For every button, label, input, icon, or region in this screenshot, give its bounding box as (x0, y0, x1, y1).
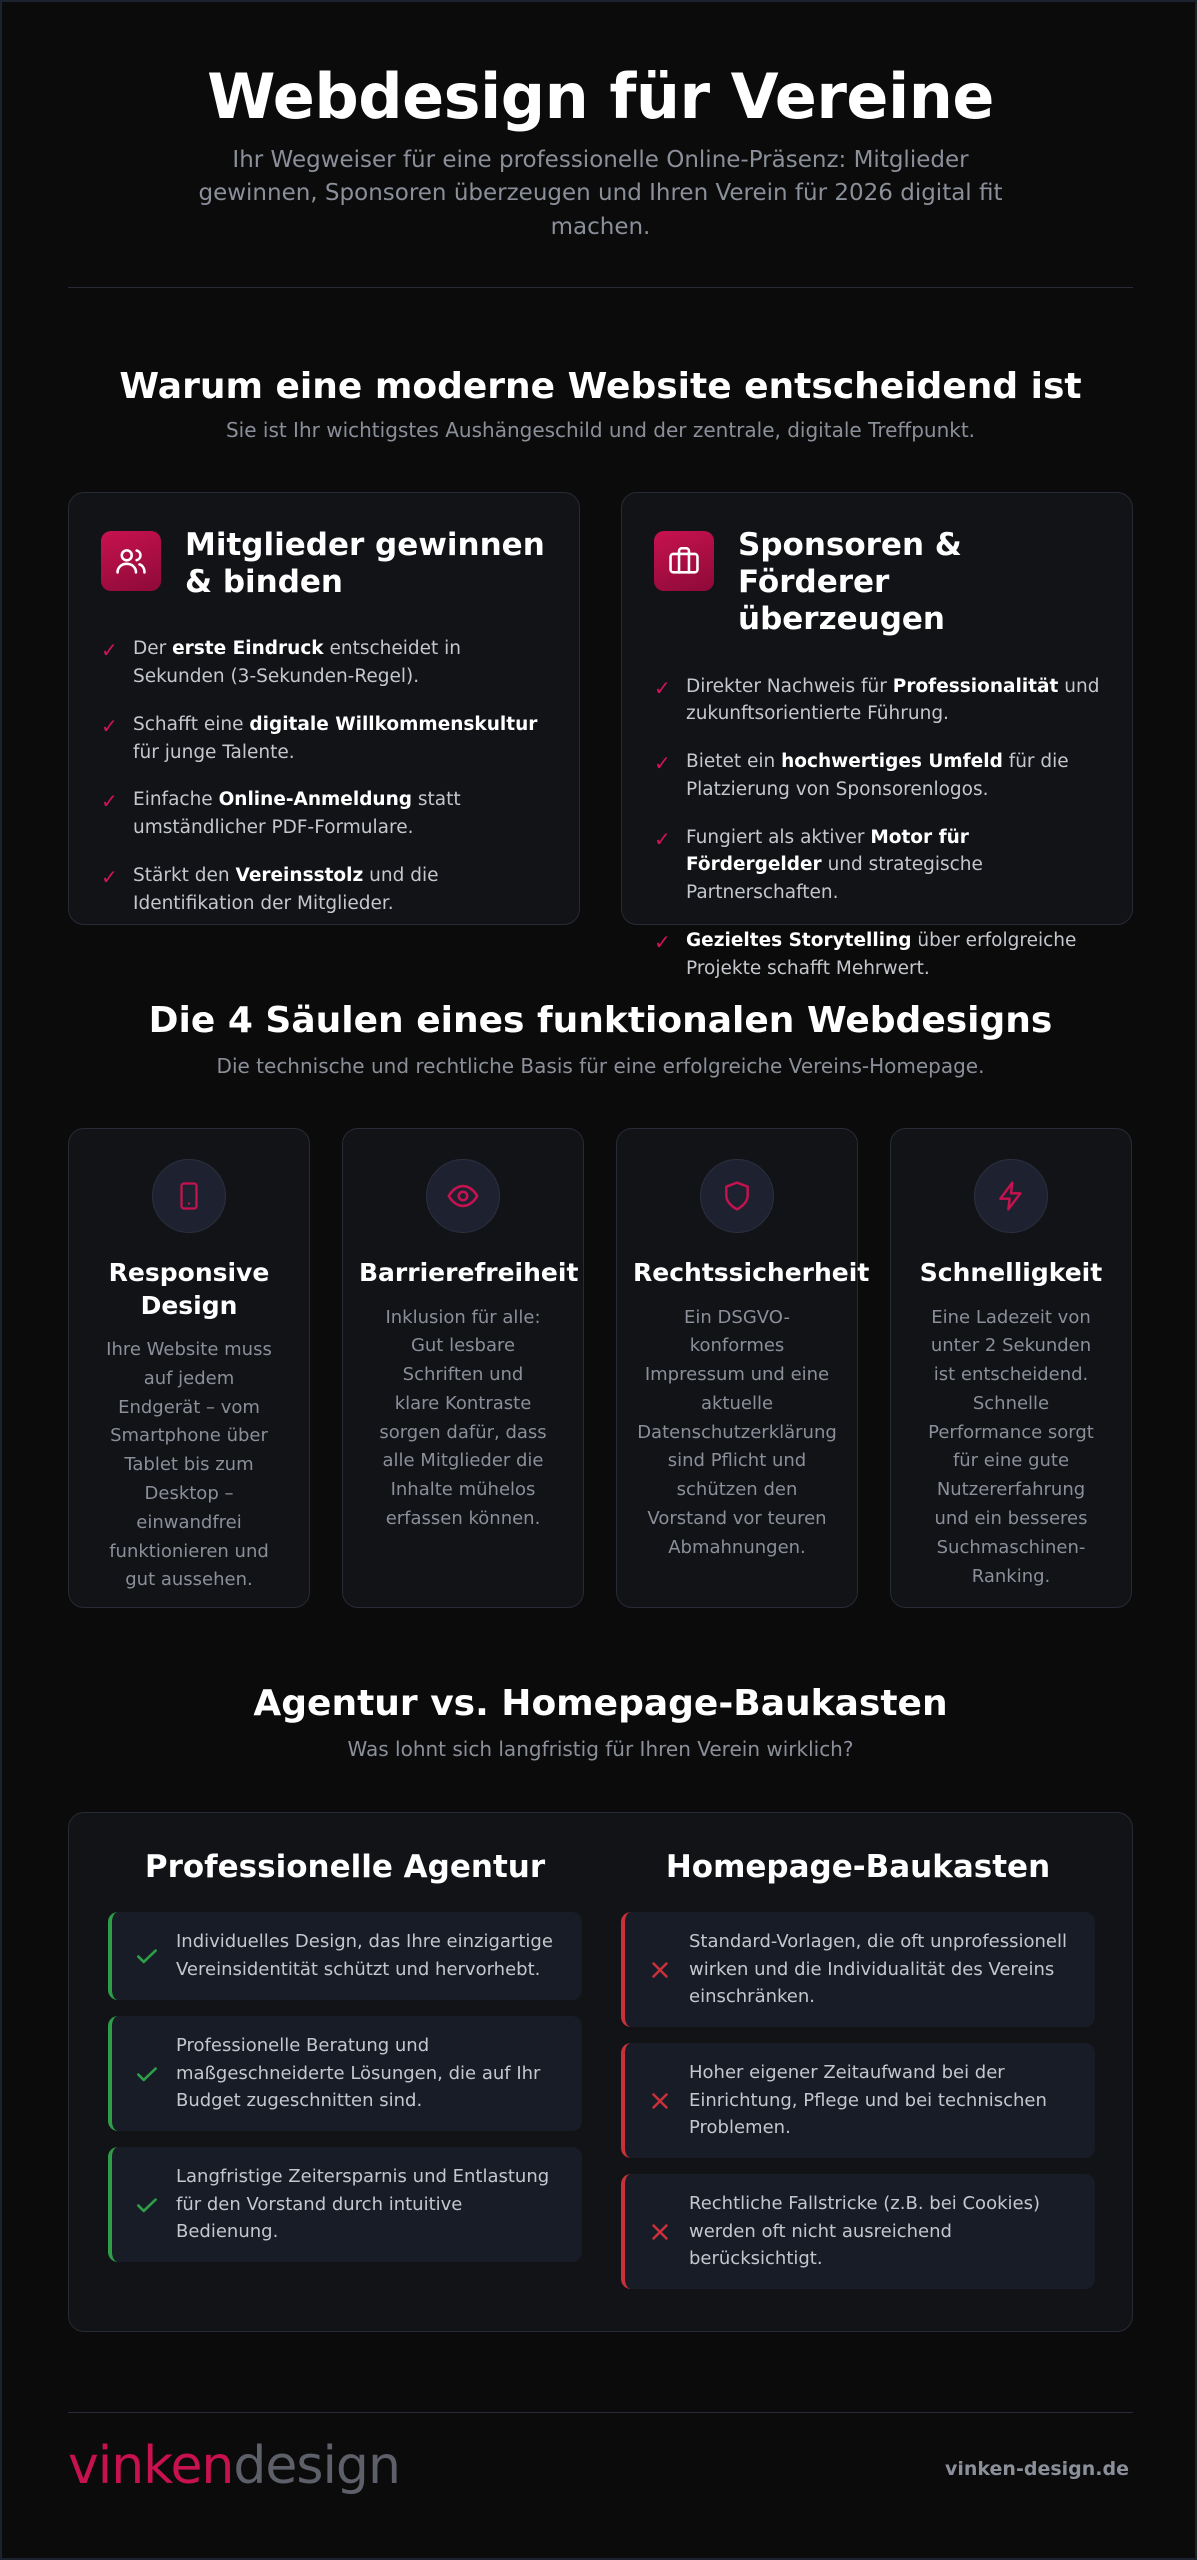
x-icon (647, 1957, 673, 1983)
check-icon: ✓ (654, 751, 671, 776)
agency-pro-item: Professionelle Beratung und maßgeschneiderte Lösungen, die auf Ihr Budget zugeschnitten sind. (108, 2016, 582, 2131)
builder-con-item: Standard-Vorlagen, die oft unprofessionell wirken und die Individualität des Vereins einschränken. (621, 1912, 1095, 2027)
pillar-text: Inklusion für alle: Gut lesbare Schriften und klare Kontraste sorgen dafür, dass alle Mitglieder die Inhalte mühelos erfassen können. (379, 1306, 547, 1530)
list-item: ✓ Bietet ein hochwertiges Umfeld für die Platzierung von Sponsorenlogos. (654, 748, 1100, 804)
pillar-card-speed (890, 1128, 1132, 1608)
benefit-card-title: Mitglieder gewinnen & binden (185, 527, 545, 601)
list-item: ✓ Fungiert als aktiver Motor für Fördergelder und strategische Partnerschaften. (654, 824, 1100, 907)
smartphone-icon (152, 1159, 226, 1233)
pillar-card-responsive (68, 1128, 310, 1608)
users-icon (101, 531, 161, 591)
builder-column-title: Homepage-Baukasten (665, 1849, 1051, 1885)
pillar-title: Schnelligkeit (919, 1258, 1103, 1287)
check-icon: ✓ (654, 675, 671, 700)
builder-con-item: Hoher eigener Zeitaufwand bei der Einrichtung, Pflege und bei technischen Problemen. (621, 2043, 1095, 2158)
list-item: ✓ Einfache Online-Anmeldung statt umständlicher PDF-Formulare. (101, 786, 547, 842)
list-item: ✓ Direkter Nachweis für Professionalität und zukunftsorientierte Führung. (654, 673, 1100, 729)
x-icon (647, 2219, 673, 2245)
pillar-card-legal (616, 1128, 870, 1608)
pillar-title: Barrierefreiheit (359, 1258, 579, 1287)
eye-icon (426, 1159, 500, 1233)
builder-con-item: Rechtliche Fallstricke (z.B. bei Cookies) werden oft nicht ausreichend berücksichtigt. (621, 2174, 1095, 2289)
briefcase-icon (654, 531, 714, 591)
benefit-list (654, 673, 1100, 983)
pillars-section-subtitle: Die technische und rechtliche Basis für eine erfolgreiche Vereins-Homepage. (216, 1054, 985, 1078)
check-icon: ✓ (101, 864, 118, 889)
brand-logo[interactable]: vinkendesign (68, 2436, 400, 2496)
benefit-card-title: Sponsoren & Förderer überzeugen (738, 527, 962, 638)
agency-pro-item: Langfristige Zeitersparnis und Entlastung für den Vorstand durch intuitive Bedienung. (108, 2147, 582, 2262)
pillar-text: Ein DSGVO-konformes Impressum und eine aktuelle Datenschutzerklärung sind Pflicht und schützen den Vorstand vor teuren Abmahnungen. (637, 1306, 837, 1558)
list-item: ✓ Stärkt den Vereinsstolz und die Identifikation der Mitglieder. (101, 862, 547, 918)
page-title: Webdesign für Vereine (207, 60, 994, 133)
check-icon: ✓ (654, 929, 671, 954)
pillar-text: Eine Ladezeit von unter 2 Sekunden ist entscheidend. Schnelle Performance sorgt für eine gute Nutzererfahrung und ein besseres Suchmaschinen-Ranking. (928, 1306, 1094, 1587)
pillars-section-title: Die 4 Säulen eines funktionalen Webdesigns (148, 1000, 1053, 1041)
check-icon: ✓ (101, 638, 118, 663)
list-item: ✓ Gezieltes Storytelling über erfolgreiche Projekte schafft Mehrwert. (654, 927, 1100, 983)
list-item: ✓ Der erste Eindruck entscheidet in Sekunden (3-Sekunden-Regel). (101, 635, 547, 691)
compare-card (68, 1812, 1133, 2332)
list-item: ✓ Schafft eine digitale Willkommenskultur für junge Talente. (101, 711, 547, 767)
x-icon (647, 2088, 673, 2114)
agency-column-title: Professionelle Agentur (144, 1849, 546, 1885)
check-icon (134, 2061, 160, 2087)
shield-icon (700, 1159, 774, 1233)
lightning-icon (974, 1159, 1048, 1233)
page-subtitle: Ihr Wegweiser für eine professionelle Online-Präsenz: Mitglieder gewinnen, Sponsoren überzeugen und Ihren Verein für 2026 digital fit machen. (198, 147, 1003, 240)
benefit-card-members (68, 492, 580, 925)
benefit-card-sponsors (621, 492, 1133, 979)
website-link[interactable]: vinken-design.de (945, 2458, 1129, 2480)
pillar-title: Responsive Design (108, 1258, 270, 1320)
agency-pro-item: Individuelles Design, das Ihre einzigartige Vereinsidentität schützt und hervorhebt. (108, 1912, 582, 2000)
check-icon: ✓ (101, 713, 118, 738)
check-icon (134, 1943, 160, 1969)
hero-divider (68, 287, 1133, 288)
pillar-card-accessibility (342, 1128, 584, 1608)
why-section-title: Warum eine moderne Website entscheidend ist (119, 366, 1082, 407)
compare-section-title: Agentur vs. Homepage-Baukasten (253, 1683, 948, 1724)
why-section-subtitle: Sie ist Ihr wichtigstes Aushängeschild und der zentrale, digitale Treffpunkt. (225, 418, 976, 442)
check-icon (134, 2192, 160, 2218)
pillar-text: Ihre Website muss auf jedem Endgerät – vom Smartphone über Tablet bis zum Desktop – einwandfrei funktionieren und gut aussehen. (106, 1339, 272, 1591)
footer-divider (68, 2412, 1133, 2413)
pillar-title: Rechtssicherheit (633, 1258, 870, 1287)
check-icon: ✓ (654, 826, 671, 851)
benefit-list (101, 635, 547, 917)
compare-section-subtitle: Was lohnt sich langfristig für Ihren Verein wirklich? (347, 1737, 854, 1761)
check-icon: ✓ (101, 789, 118, 814)
